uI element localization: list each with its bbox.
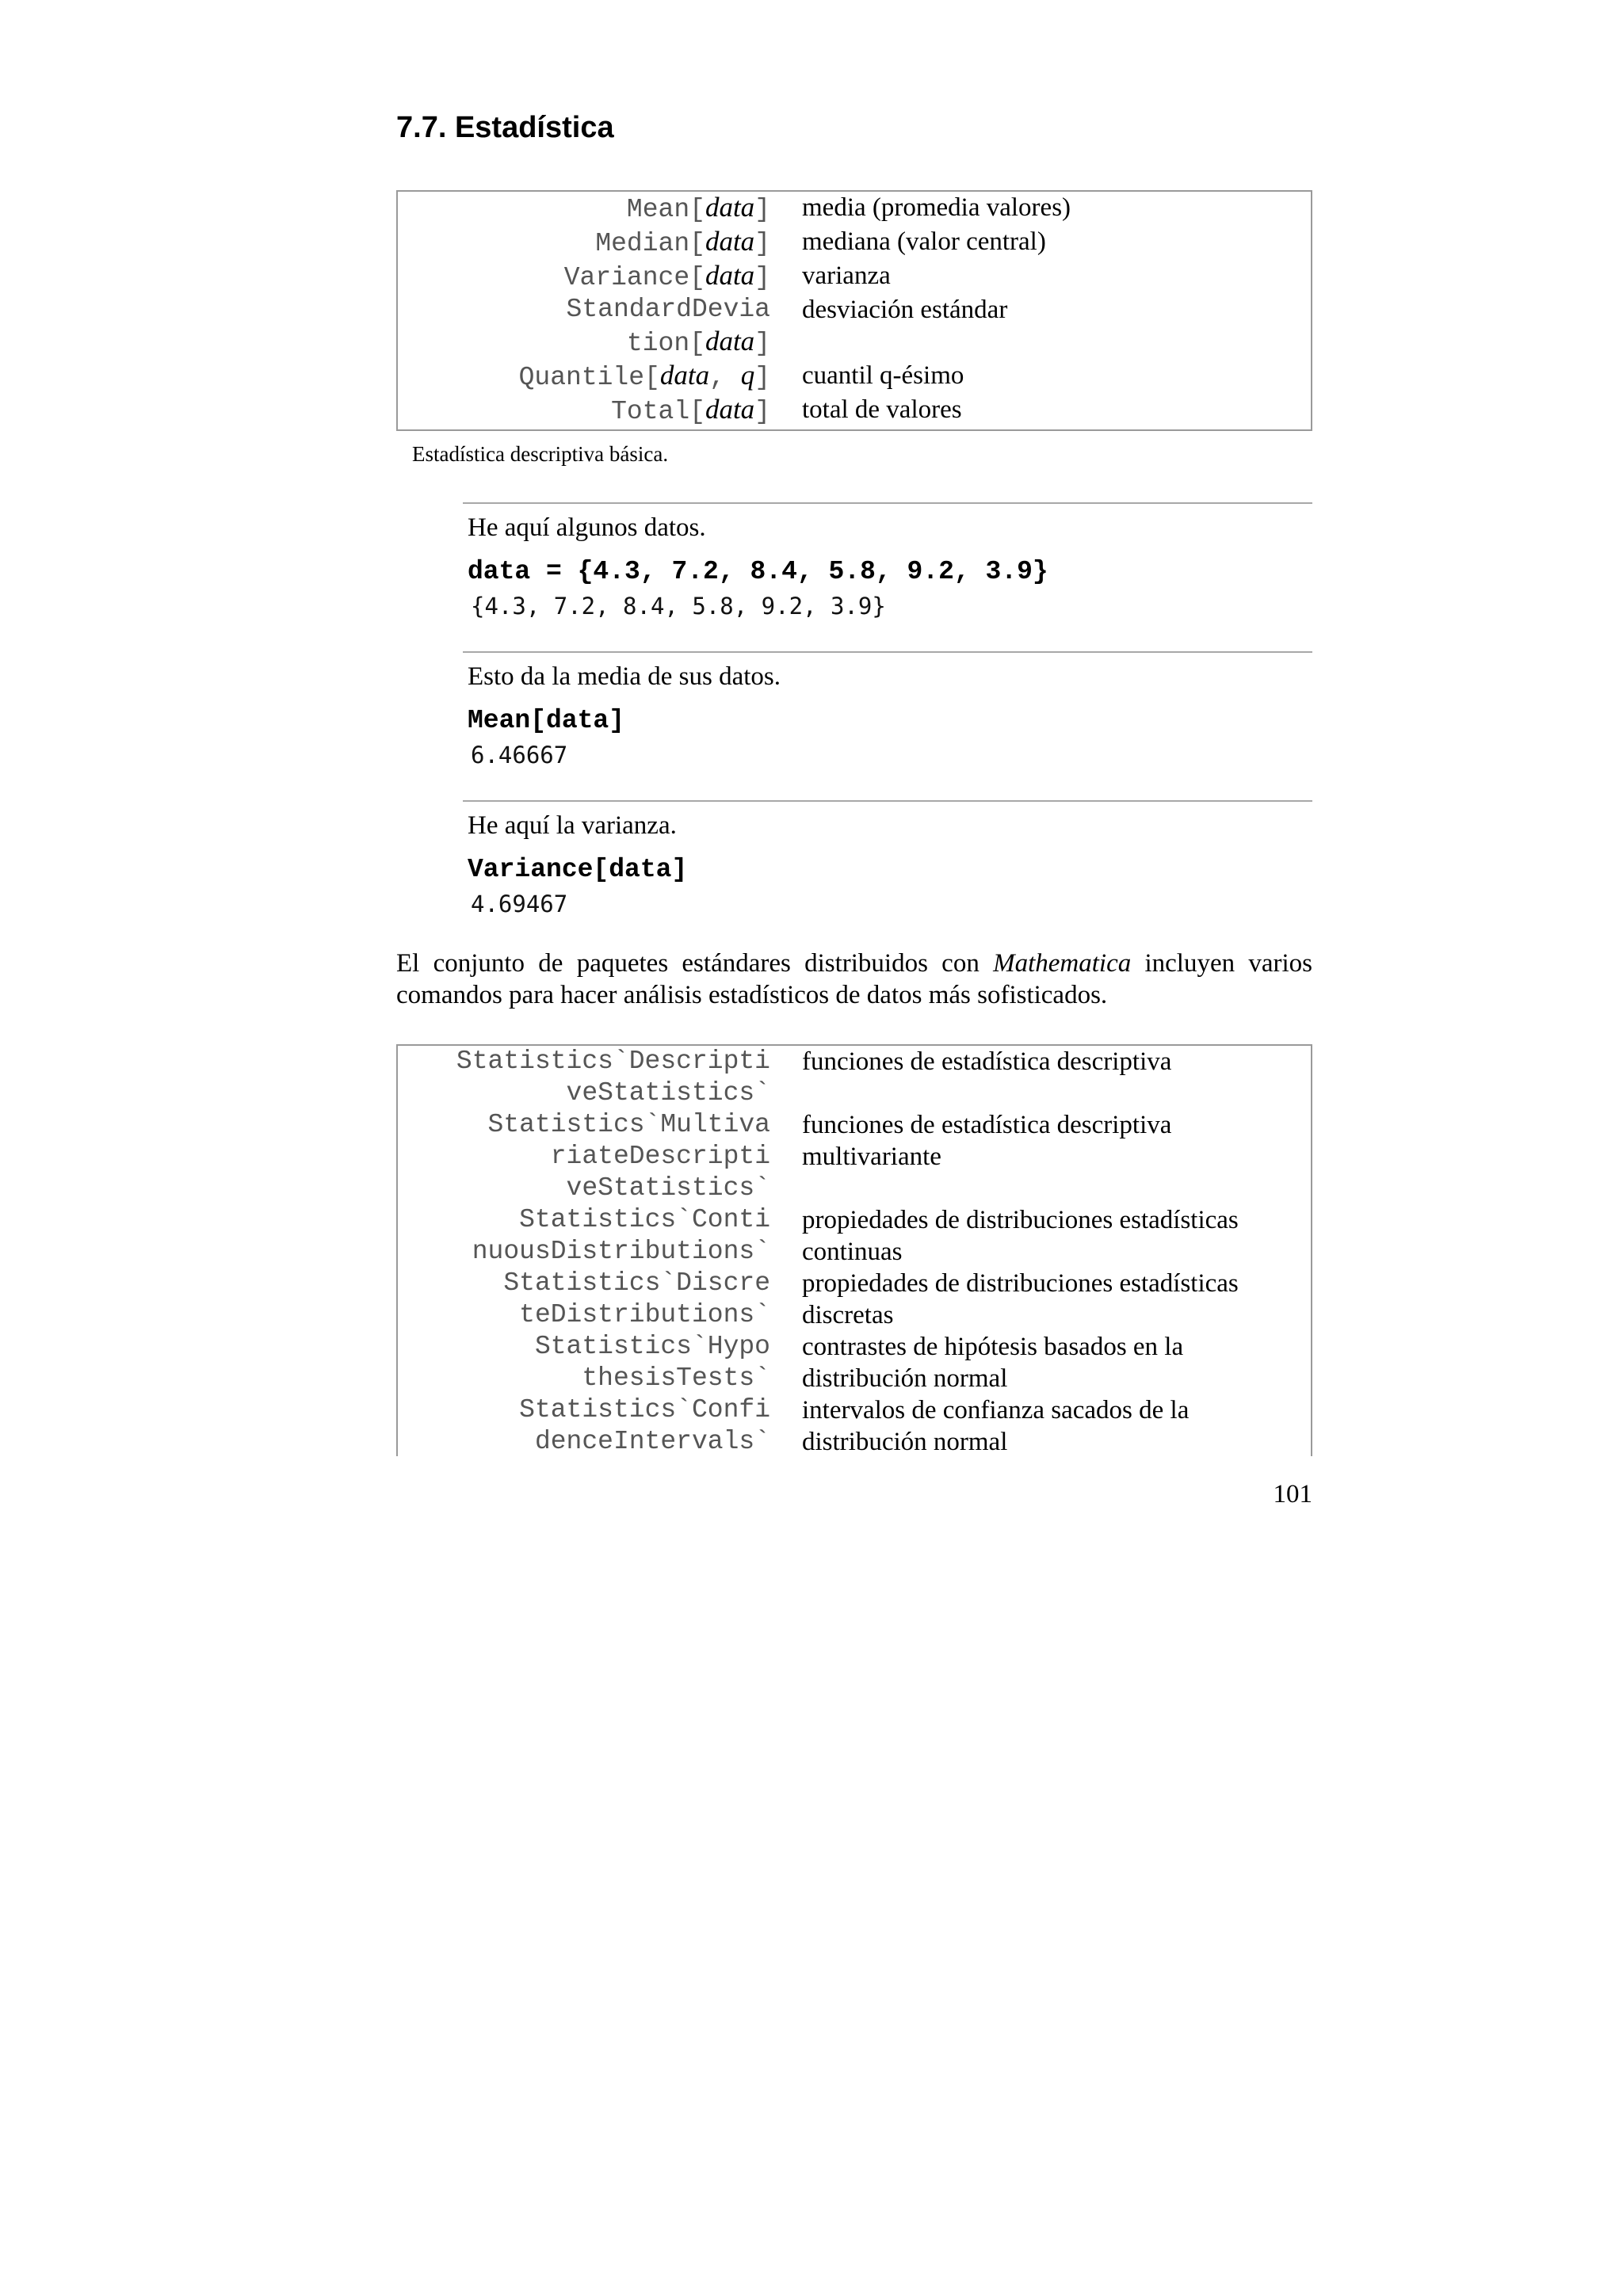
package-name: denceIntervals` [534, 1427, 770, 1456]
cell-input: Variance[data] [468, 855, 688, 884]
function-description: total de valores [802, 395, 962, 424]
cell-output: 4.69467 [471, 891, 568, 917]
package-description: distribución normal [802, 1428, 1008, 1456]
function-name: Mean[data] [626, 192, 770, 224]
package-description: propiedades de distribuciones estadísticas [802, 1269, 1239, 1298]
cell-input: Mean[data] [468, 706, 625, 735]
cell-output: {4.3, 7.2, 8.4, 5.8, 9.2, 3.9} [471, 593, 886, 620]
cell-output: 6.46667 [471, 742, 568, 769]
table-row [398, 1331, 1311, 1363]
table-row [398, 1204, 1311, 1236]
table-row [398, 1299, 1311, 1331]
package-description: continuas [802, 1238, 903, 1266]
cell-description: He aquí la varianza. [468, 811, 677, 840]
table-row [398, 294, 1311, 326]
package-description: multivariante [802, 1142, 941, 1171]
function-description: desviación estándar [802, 296, 1008, 324]
package-description: funciones de estadística descriptiva [802, 1111, 1172, 1139]
function-name: Quantile[data, q] [518, 360, 770, 392]
table-row [398, 394, 1311, 428]
package-name: teDistributions` [519, 1300, 770, 1329]
package-name: nuousDistributions` [472, 1237, 770, 1266]
package-description [802, 1173, 1311, 1204]
table-row [398, 1141, 1311, 1173]
page-number: 101 [1273, 1480, 1312, 1508]
table-row [398, 1236, 1311, 1268]
notebook-cell [463, 502, 1312, 621]
package-description: discretas [802, 1301, 894, 1329]
body-paragraph: El conjunto de paquetes estándares distribuidos con Mathematica incluyen varios comandos para hacer análisis estadísticos de datos más sofisticados. [396, 949, 1312, 1009]
package-name: Statistics`Discre [503, 1268, 770, 1298]
package-name: Statistics`Confi [519, 1395, 770, 1425]
table-caption: Estadística descriptiva básica. [412, 442, 669, 466]
section-heading: 7.7. Estadística [396, 111, 614, 144]
table-row [398, 1363, 1311, 1394]
function-name: StandardDevia [566, 295, 770, 324]
function-name: Total[data] [611, 394, 770, 426]
table-row [398, 1077, 1311, 1109]
package-name: riateDescripti [550, 1142, 770, 1171]
emphasis: Mathematica [993, 949, 1132, 978]
notebook-cell [463, 800, 1312, 919]
cell-input: data = {4.3, 7.2, 8.4, 5.8, 9.2, 3.9} [468, 557, 1048, 586]
package-description: propiedades de distribuciones estadísticas [802, 1206, 1239, 1234]
table-row [398, 1046, 1311, 1077]
package-name: Statistics`Descripti [456, 1047, 770, 1076]
function-name: Variance[data] [563, 260, 770, 292]
table-row [398, 326, 1311, 360]
function-description: media (promedia valores) [802, 193, 1071, 222]
function-description: mediana (valor central) [802, 227, 1046, 256]
package-description: distribución normal [802, 1364, 1008, 1393]
function-description: cuantil q-ésimo [802, 361, 964, 390]
table-row [398, 192, 1311, 226]
package-name: thesisTests` [582, 1363, 770, 1393]
table-row [398, 1109, 1311, 1141]
package-description: intervalos de confianza sacados de la [802, 1396, 1190, 1425]
package-name: Statistics`Conti [519, 1205, 770, 1234]
cell-description: Esto da la media de sus datos. [468, 662, 781, 691]
function-name: Median[data] [595, 226, 770, 258]
package-name: veStatistics` [566, 1078, 770, 1108]
table-row [398, 226, 1311, 260]
table-row [398, 360, 1311, 394]
package-description: funciones de estadística descriptiva [802, 1047, 1172, 1076]
basic-statistics-table [396, 190, 1312, 431]
package-description [802, 1077, 1311, 1109]
table-row [398, 1173, 1311, 1204]
package-name: veStatistics` [566, 1173, 770, 1203]
statistics-packages-table [396, 1044, 1312, 1456]
function-description: varianza [802, 261, 891, 290]
function-name: tion[data] [626, 326, 770, 358]
package-name: Statistics`Multiva [487, 1110, 770, 1139]
notebook-cell [463, 651, 1312, 770]
table-row [398, 1268, 1311, 1299]
table-row [398, 1394, 1311, 1426]
cell-description: He aquí algunos datos. [468, 513, 706, 542]
package-name: Statistics`Hypo [534, 1332, 770, 1361]
function-description [802, 326, 1311, 360]
table-row [398, 1426, 1311, 1458]
table-row [398, 260, 1311, 294]
package-description: contrastes de hipótesis basados en la [802, 1333, 1184, 1361]
